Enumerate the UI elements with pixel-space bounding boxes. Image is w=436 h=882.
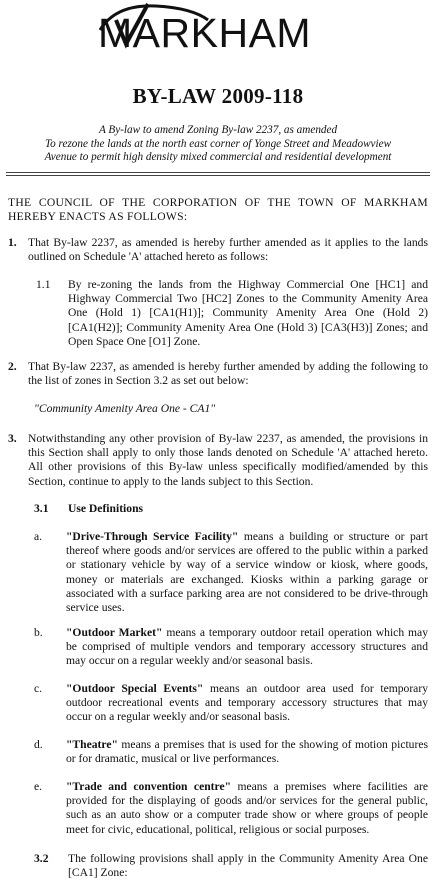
definition-letter: d. [34,738,43,751]
bylaw-title: BY-LAW 2009-118 [132,84,304,108]
definition-item [66,626,428,669]
definition-letter: c. [34,682,43,695]
definition-text: means a premises that is used for the showing of motion pictures or for dramatic, musical or live performances. [66,738,428,766]
section-3-text: Notwithstanding any other provision of By-law 2237, as amended, the provisions in this Section shall apply to only those lands denoted on Schedule 'A' attached hereto. All other provisions of this By-law unless specifically modified/amended by this Section, continue to apply to the lands subject to this Section. [28,432,428,488]
definition-item [66,738,428,766]
subsection-heading: Use Definitions [68,502,144,515]
definition-text: means a building or structure or part thereof where goods and/or services are offered to the public within a parked or stationary vehicle by way of a service window or kiosk, where goods, money or materials are exchanged. Kiosks within a parking garage or associated with a surface parking area are not considered to be drive-through service uses. [66,530,428,615]
definition-letter: e. [34,780,43,793]
definition-term: "Theatre" [66,738,118,751]
section-number: 1. [8,236,17,249]
bylaw-subtitle [0,124,436,165]
subsection-number: 3.2 [34,852,49,865]
zone-name-quote: "Community Amenity Area One - CA1" [34,402,216,415]
definition-item [66,682,428,725]
section-number: 3. [8,432,17,445]
definition-item [66,530,428,615]
definition-term: "Trade and convention centre" [66,780,232,793]
definition-letter: b. [34,626,43,639]
preamble: THE COUNCIL OF THE CORPORATION OF THE TOWN OF MARKHAM HEREBY ENACTS AS FOLLOWS: [8,196,428,224]
divider [6,172,430,173]
definition-text: means a temporary outdoor retail operation which may be comprised of multiple vendors and temporary accessory structures and may occur on a regular weekly and/or seasonal basis. [66,626,428,668]
subsection-number: 3.1 [34,502,49,515]
subsection-1-1-text: By re-zoning the lands from the Highway Commercial One [HC1] and Highway Commercial Two [HC2] Zones to the Community Amenity Area One (Hold 1) [CA1(H1)]; Community Amenity Area One (Hold 2) [CA1(H2)]; Community Amenity Area One (Hold 3) [CA3(H3)] Zones; and Open Space One [O1] Zone. [68,278,428,348]
definition-term: "Drive-Through Service Facility" [66,530,239,543]
definition-text: means a premises where facilities are provided for the displaying of goods and/or services for the general public, such as an auto show or a computer trade show or where groups of people meet for civic, educational, political, religious or social purposes. [66,780,428,836]
definition-item [66,780,428,837]
subtitle-line: Avenue to permit high density mixed commercial and residential development [44,151,392,163]
subsection-number: 1.1 [36,278,51,291]
logo-wordmark: MARKHAM [98,10,312,56]
subsection-3-2-text: The following provisions shall apply in the Community Amenity Area One [CA1] Zone: [68,852,428,880]
definition-term: "Outdoor Special Events" [66,682,204,695]
markham-logo [0,0,436,86]
divider [6,175,430,176]
section-1-text: That By-law 2237, as amended is hereby further amended as it applies to the lands outlined on Schedule 'A' attached hereto as follows: [28,236,428,264]
definition-text: means an outdoor area used for temporary outdoor recreational events and temporary accessory structures that may occur on a regular weekly and/or seasonal basis. [66,682,428,724]
subtitle-line: To rezone the lands at the north east corner of Yonge Street and Meadowview [44,137,392,150]
definition-letter: a. [34,530,43,543]
subtitle-line: A By-law to amend Zoning By-law 2237, as amended [98,124,338,136]
definition-term: "Outdoor Market" [66,626,163,639]
section-number: 2. [8,360,17,373]
section-2-text: That By-law 2237, as amended is hereby further amended by adding the following to the list of zones in Section 3.2 as set out below: [28,360,428,388]
